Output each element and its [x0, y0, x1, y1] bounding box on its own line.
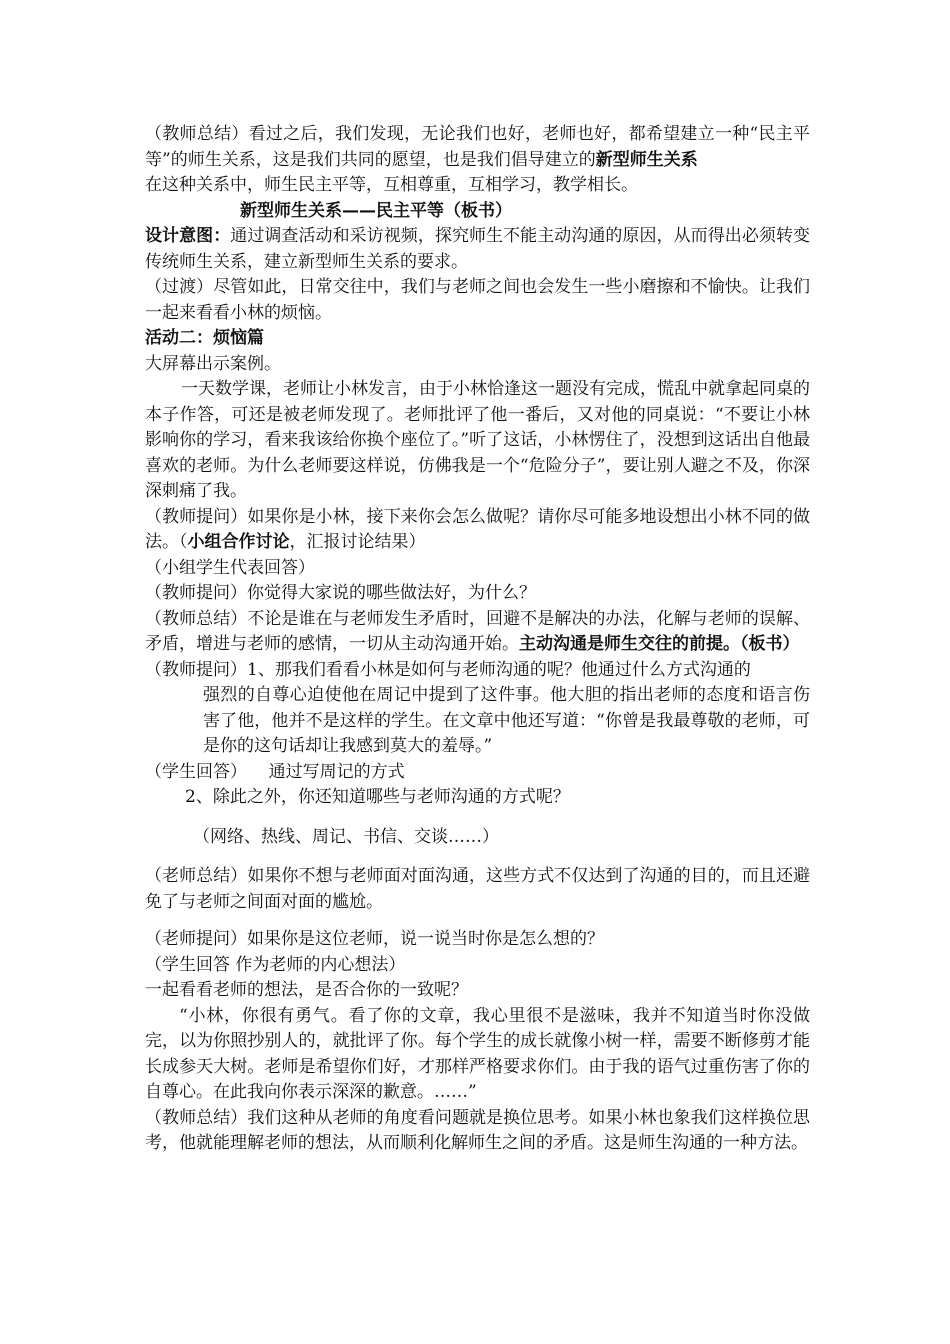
- question-4: 2、除此之外，你还知道哪些与老师沟通的方式呢？: [185, 787, 570, 807]
- summary-paragraph-3: （老师总结）如果你不想与老师面对面沟通，这些方式不仅达到了沟通的目的，而且还避免了与老师之间面对面的尴尬。: [145, 866, 810, 912]
- teacher-letter: “小林，你很有勇气。看了你的文章，我心里很不是滋味，我并不知道当时你没做完，以为你照抄别人的，就批评了你。每个学生的成长就像小树一样，需要不断修剪才能长成参天大树。老师是希望你们好，才那样严格要求你们。由于我的语气过重伤害了你的自尊心。在此我向你表示深深的歉意。……”: [145, 1005, 810, 1102]
- question-3: （教师提问）1、那我们看看小林是如何与老师沟通的呢？他通过什么方式沟通的: [145, 659, 751, 680]
- question-1-tail: ，汇报讨论结果）: [289, 532, 426, 552]
- board-title: 新型师生关系——民主平等（板书）: [240, 200, 512, 221]
- activity-heading: 活动二：烦恼篇: [145, 328, 264, 348]
- spacer: [145, 915, 810, 927]
- student-answer: （学生回答） 通过写周记的方式: [145, 761, 405, 782]
- diary-paragraph: 强烈的自尊心迫使他在周记中提到了这件事。他大胆的指出老师的态度和语言伤害了他，他并不是这样的学生。在文章中他还写道：“你曾是我最尊敬的老师，可是你的这句话却让我感到莫大的羞辱。”: [203, 685, 810, 756]
- methods-list: （网络、热线、周记、书信、交谈……）: [193, 826, 499, 847]
- screen-case: 大屏幕出示案例。: [145, 353, 281, 374]
- spacer: [145, 811, 810, 825]
- look-teacher: 一起看看老师的想法，是否合你的一致呢？: [145, 980, 468, 1000]
- summary-2-text: （教师总结）不论是谁在与老师发生矛盾时，回避不是解决的办法，化解与老师的误解、矛盾，增进与老师的感情，一切从主动沟通开始。: [145, 608, 810, 654]
- design-intent: [145, 224, 810, 275]
- group-answer: （小组学生代表回答）: [145, 557, 315, 578]
- design-text: 通过调查活动和采访视频，探究师生不能主动沟通的原因，从而得出必须转变传统师生关系，建立新型师生关系的要求。: [145, 226, 811, 272]
- spacer: [145, 850, 810, 864]
- summary-text: （教师总结）看过之后，我们发现，无论我们也好，老师也好，都希望建立一种“民主平等”的师生关系，这是我们共同的愿望，也是我们倡导建立的: [145, 124, 810, 170]
- question-1-text: （教师提问）如果你是小林，接下来你会怎么做呢？请你尽可能多地设想出小林不同的做法。（: [145, 506, 810, 552]
- question-2: （教师提问）你觉得大家说的哪些做法好，为什么？: [145, 583, 536, 603]
- active-communication-bold: 主动沟通是师生交往的前提。（板书）: [519, 634, 800, 654]
- summary-paragraph-2: [145, 607, 810, 658]
- design-label: 设计意图：: [145, 226, 231, 246]
- case-paragraph: 一天数学课，老师让小林发言，由于小林恰逢这一题没有完成，慌乱中就拿起同桌的本子作答，可还是被老师发现了。老师批评了他一番后，又对他的同桌说：“不要让小林影响你的学习，看来我该给你换个座位了。”听了这话，小林愣住了，没想到这话出自他最喜欢的老师。为什么老师要这样说，仿佛我是一个“危险分子”，要让别人避之不及，你深深刺痛了我。: [145, 379, 810, 501]
- question-5: （老师提问）如果你是这位老师，说一说当时你是怎么想的？: [145, 929, 604, 949]
- summary-paragraph-1: [145, 122, 810, 199]
- group-discussion-bold: 小组合作讨论: [187, 532, 290, 552]
- document-page: [145, 122, 810, 1157]
- student-answer-2: （学生回答 作为老师的内心想法）: [145, 954, 406, 975]
- summary-tail: 在这种关系中，师生民主平等，互相尊重，互相学习，教学相长。: [145, 175, 638, 195]
- new-relationship-bold: 新型师生关系: [595, 149, 698, 170]
- question-1: [145, 505, 810, 556]
- summary-paragraph-4: （教师总结）我们这种从老师的角度看问题就是换位思考。如果小林也象我们这样换位思考，他就能理解老师的想法，从而顺利化解师生之间的矛盾。这是师生沟通的一种方法。: [145, 1107, 810, 1153]
- transition-paragraph: （过渡）尽管如此，日常交往中，我们与老师之间也会发生一些小磨擦和不愉快。让我们一起来看看小林的烦恼。: [145, 277, 810, 323]
